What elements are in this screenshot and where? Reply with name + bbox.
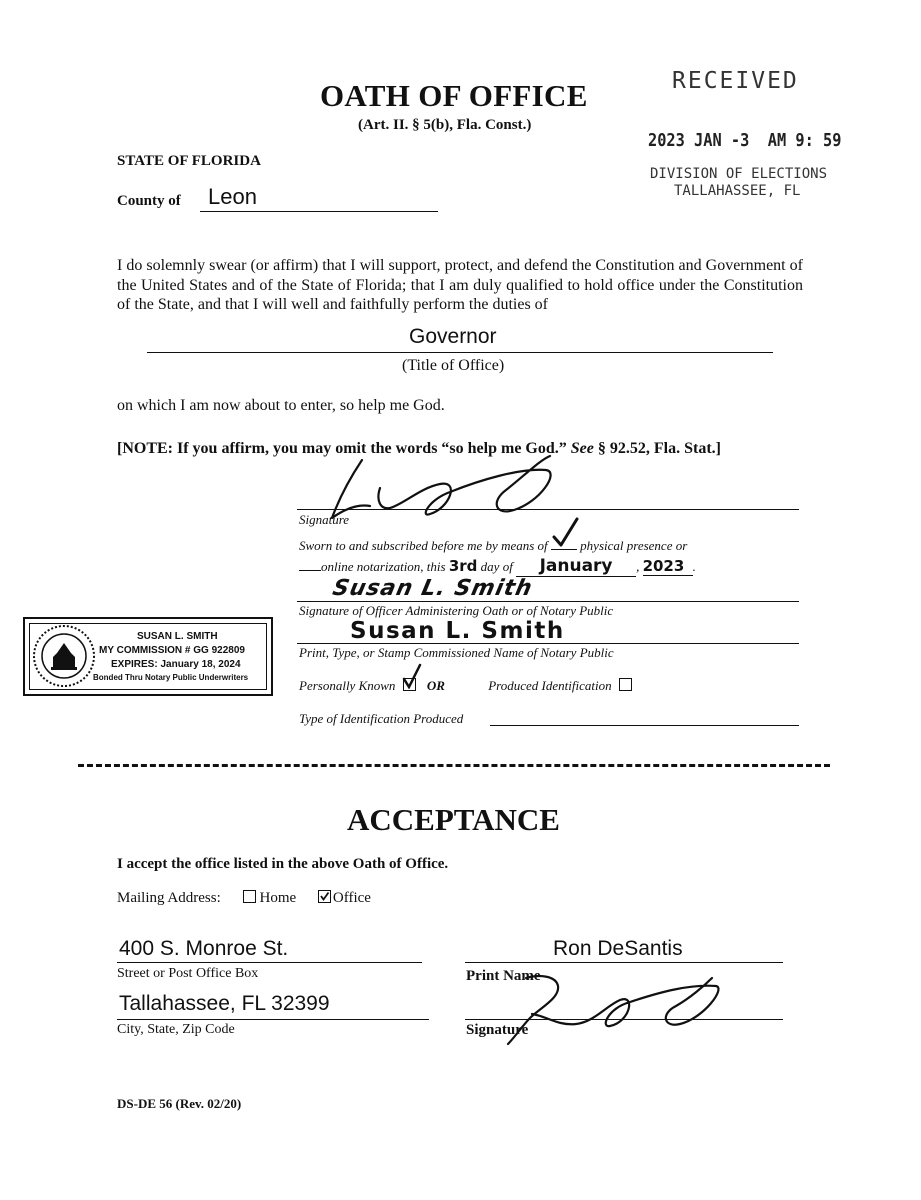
street-label: Street or Post Office Box [117,966,259,981]
section-divider [78,764,830,767]
mailing-address-row [117,890,371,907]
officer-signature-line [297,601,799,602]
received-division: DIVISION OF ELECTIONS [650,166,828,182]
personally-known-label: Personally Known [299,678,396,693]
sworn-line-1-b: physical presence or [580,538,688,553]
acceptance-signature-line [465,1019,783,1020]
office-caption: (Title of Office) [402,357,505,374]
oath-closing: on which I am now about to enter, so help me God. [117,397,445,414]
physical-presence-check [551,537,577,550]
notary-stamp [23,617,273,696]
notary-stamp-commission: MY COMMISSION # GG 922809 [99,645,245,656]
note-ref: § 92.52, Fla. Stat.] [597,440,721,457]
printed-name-line [297,643,799,644]
sworn-line-2-a: online notarization, this [321,559,446,574]
notary-stamp-bonded: Bonded Thru Notary Public Underwriters [93,673,249,682]
oath-signature-label: Signature [299,512,350,527]
identification-row [299,678,636,694]
sworn-year: 2023 [643,557,693,576]
page-title: OATH OF OFFICE [320,78,588,113]
page-subtitle: (Art. II. § 5(b), Fla. Const.) [358,117,532,133]
office-line [147,352,773,353]
sworn-line-1-a: Sworn to and subscribed before me by means of [299,538,548,553]
county-value: Leon [208,184,257,209]
produced-id-checkbox[interactable] [619,678,632,691]
produced-id-label: Produced Identification [488,678,612,693]
check-mark-icon [551,517,579,549]
sworn-line-2-b: day of [480,559,513,574]
office-value: Governor [409,325,497,348]
office-label: Office [332,890,371,906]
home-label: Home [259,890,297,906]
acceptance-title: ACCEPTANCE [347,802,560,837]
county-line [200,211,438,212]
print-name-label: Print Name [466,968,541,984]
or-label: OR [426,678,445,693]
check-mark-icon [402,663,422,689]
officer-signature-label: Signature of Officer Administering Oath or of Notary Public [299,603,614,618]
county-label: County of [117,193,181,209]
printed-name-label: Print, Type, or Stamp Commissioned Name of Notary Public [299,645,614,660]
personally-known-checkbox[interactable] [403,678,416,691]
sworn-line-2: online notarization, this 3rd day of January , 2023 . [299,556,696,577]
notary-seal-icon [31,623,97,689]
city-label: City, State, Zip Code [117,1022,235,1037]
home-checkbox[interactable] [243,890,256,903]
state-label: STATE OF FLORIDA [117,153,261,169]
id-type-label: Type of Identification Produced [299,711,464,726]
office-checkbox[interactable] [318,890,331,903]
note-see: See [570,440,594,457]
received-datetime: 2023 JAN -3 AM 9: 59 [648,130,842,151]
sworn-month: January [516,556,636,577]
acceptance-statement: I accept the office listed in the above Oath of Office. [117,856,449,872]
sworn-line-1 [299,537,687,554]
street-value: 400 S. Monroe St. [119,937,289,960]
notary-stamp-name: SUSAN L. SMITH [137,631,218,642]
note-text: [NOTE: If you affirm, you may omit the words “so help me God.” [117,440,567,457]
form-id: DS-DE 56 (Rev. 02/20) [117,1096,242,1111]
oath-signature-line [297,509,799,510]
received-label: RECEIVED [672,68,799,94]
city-line [117,1019,429,1020]
notary-printed-name: Susan L. Smith [350,618,565,644]
print-name-value: Ron DeSantis [553,937,683,960]
city-value: Tallahassee, FL 32399 [119,992,330,1015]
street-line [117,962,422,963]
notary-stamp-expires: EXPIRES: January 18, 2024 [111,659,241,670]
print-name-line [465,962,783,963]
sworn-day: 3rd [448,557,478,575]
received-city: TALLAHASSEE, FL [674,183,801,199]
acceptance-signature-label: Signature [466,1022,529,1038]
officer-signature: Susan L. Smith [330,576,535,601]
id-type-line [490,725,799,726]
mailing-label: Mailing Address: [117,890,221,906]
check-mark-icon [319,891,330,902]
oath-paragraph: I do solemnly swear (or affirm) that I will support, protect, and defend the Constitution and Government of the United States and of the State of Florida; that I am duly qualified to hold office under the Constitution of the State, and that I will well and faithfully perform the duties of [117,257,803,313]
